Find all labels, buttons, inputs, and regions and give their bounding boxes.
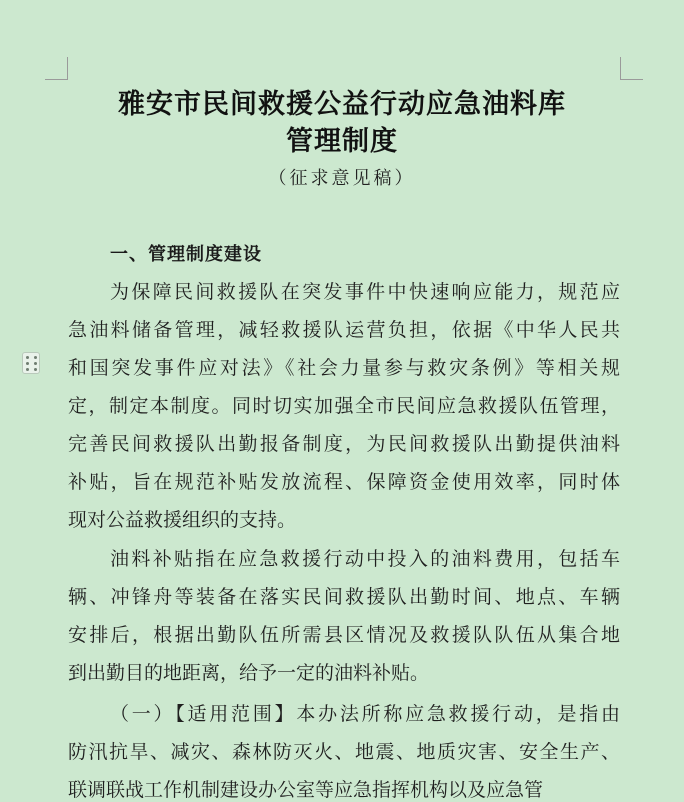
margin-corner-top-right	[620, 57, 643, 80]
paragraph-line: 到出勤目的地距离，给予一定的油料补贴。	[68, 662, 430, 684]
paragraph-line: 安排后，根据出勤队伍所需县区情况及救援队队伍从集合地	[68, 624, 620, 646]
paragraph-line: 和国突发事件应对法》《社会力量参与救灾条例》等相关规	[68, 357, 620, 379]
document-title-line-1: 雅安市民间救援公益行动应急油料库	[118, 89, 566, 120]
paragraph-line: 现对公益救援组织的支持。	[68, 509, 297, 531]
document-subtitle: （征求意见稿）	[268, 168, 416, 189]
paragraph-line: （一）【适用范围】本办法所称应急救援行动，是指由	[110, 703, 620, 725]
paragraph-line: 油料补贴指在应急救援行动中投入的油料费用，包括车	[110, 548, 620, 570]
paragraph-line: 防汛抗旱、减灾、森林防灭火、地震、地质灾害、安全生产、	[68, 741, 620, 763]
paragraph-line: 为保障民间救援队在突发事件中快速响应能力，规范应	[110, 281, 620, 303]
section-heading: 一、管理制度建设	[110, 244, 262, 265]
document-title-line-2: 管理制度	[286, 126, 398, 157]
paragraph-line: 补贴，旨在规范补贴发放流程、保障资金使用效率，同时体	[68, 471, 620, 493]
margin-corner-top-left	[45, 57, 68, 80]
paragraph-line: 完善民间救援队出勤报备制度，为民间救援队出勤提供油料	[68, 433, 620, 455]
drag-handle-icon[interactable]	[22, 352, 40, 374]
paragraph-line: 定，制定本制度。同时切实加强全市民间应急救援队伍管理，	[68, 395, 620, 417]
paragraph-line: 联调联战工作机制建设办公室等应急指挥机构以及应急管	[68, 779, 544, 801]
paragraph-line: 急油料储备管理，减轻救援队运营负担，依据《中华人民共	[68, 319, 620, 341]
paragraph-line: 辆、冲锋舟等装备在落实民间救援队出勤时间、地点、车辆	[68, 586, 620, 608]
